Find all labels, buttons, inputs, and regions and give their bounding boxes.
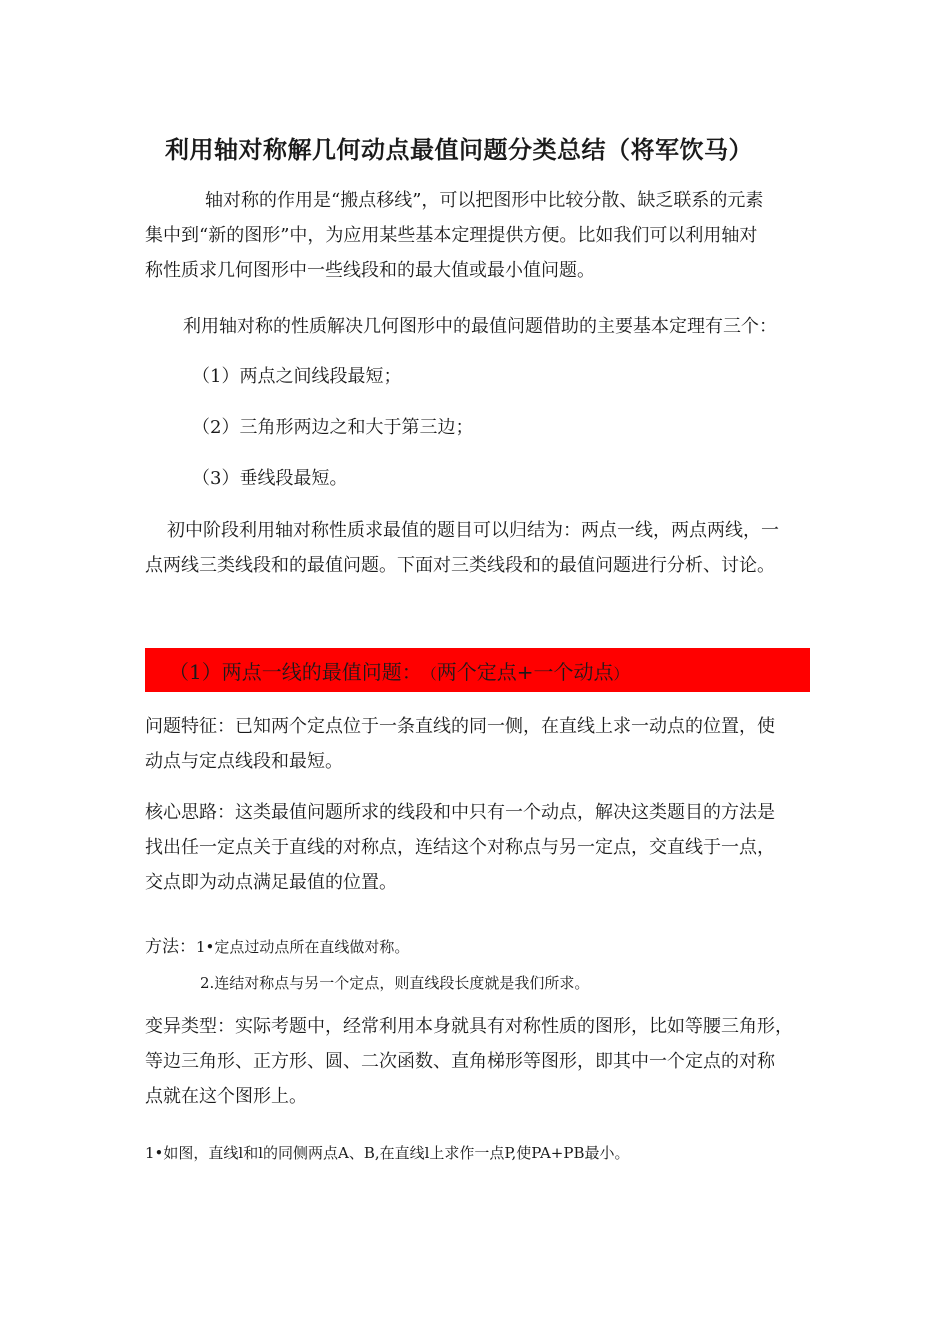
summary-line: 初中阶段利用轴对称性质求最值的题目可以归结为：两点一线，两点两线，一 (167, 520, 779, 541)
intro-paragraph (145, 183, 805, 288)
intro-line: 轴对称的作用是“搬点移线”，可以把图形中比较分散、缺乏联系的元素 (205, 190, 764, 211)
document-title: 利用轴对称解几何动点最值问题分类总结（将军饮马） (165, 135, 753, 164)
section-subheading: （两个定点+一个动点） (421, 659, 629, 684)
variant-line: 点就在这个图形上。 (145, 1086, 307, 1107)
method-step-2: 2.连结对称点与另一个定点，则直线段长度就是我们所求。 (200, 974, 590, 992)
theorem-lead-paragraph: 利用轴对称的性质解决几何图形中的最值问题借助的主要基本定理有三个： (183, 316, 777, 337)
variant-line: 等边三角形、正方形、圆、二次函数、直角梯形等图形，即其中一个定点的对称 (145, 1051, 775, 1072)
intro-line: 集中到“新的图形”中，为应用某些基本定理提供方便。比如我们可以利用轴对 (145, 225, 758, 246)
summary-line: 点两线三类线段和的最值问题。下面对三类线段和的最值问题进行分析、讨论。 (145, 555, 775, 576)
core-line: 交点即为动点满足最值的位置。 (145, 872, 397, 893)
feature-paragraph (145, 709, 810, 779)
variant-paragraph (145, 1009, 810, 1114)
section-heading-highlight (145, 648, 810, 692)
section-heading: （1）两点一线的最值问题： (169, 659, 422, 684)
theorem-item: （2）三角形两边之和大于第三边； (192, 417, 474, 438)
core-line: 找出任一定点关于直线的对称点，连结这个对称点与另一定点，交直线于一点， (145, 837, 775, 858)
theorem-item: （1）两点之间线段最短； (192, 366, 402, 387)
method-label: 方法： (145, 937, 196, 957)
feature-line: 动点与定点线段和最短。 (145, 751, 343, 772)
core-line: 核心思路：这类最值问题所求的线段和中只有一个动点，解决这类题目的方法是 (145, 802, 775, 823)
intro-line: 称性质求几何图形中一些线段和的最大值或最小值问题。 (145, 260, 595, 281)
example-1: 1•如图，直线l和l的同侧两点A、B,在直线l上求作一点P,使PA+PB最小。 (145, 1144, 630, 1162)
summary-paragraph (145, 513, 810, 583)
method-step-1: 方法：1•定点过动点所在直线做对称。 (145, 937, 410, 957)
feature-line: 问题特征：已知两个定点位于一条直线的同一侧，在直线上求一动点的位置，使 (145, 716, 775, 737)
theorem-item: （3）垂线段最短。 (192, 468, 348, 489)
variant-line: 变异类型：实际考题中，经常利用本身就具有对称性质的图形，比如等腰三角形， (145, 1016, 793, 1037)
core-idea-paragraph (145, 795, 810, 900)
